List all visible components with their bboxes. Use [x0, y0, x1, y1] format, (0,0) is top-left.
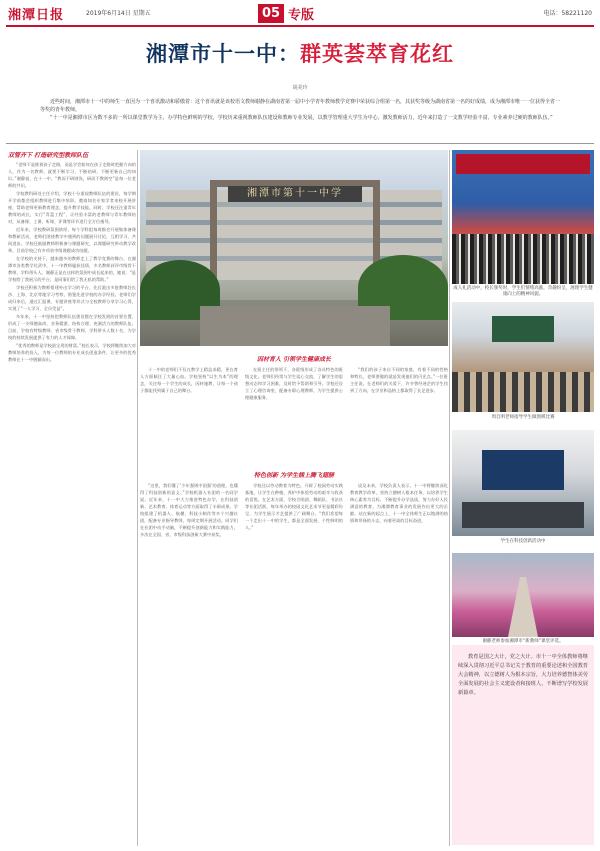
table: [462, 502, 584, 528]
masthead: [0, 0, 600, 26]
paragraph: 在班主任的带领下，各班级形成了各具特色的班级文化。老师们经常与学生谈心交流，了解学生的思想动态和学习困难，及时给予帮助和引导。学校还设立了心理咨询室，配备专职心理教师，为学生提供心理健康服务。: [245, 367, 343, 400]
desks: [452, 372, 594, 412]
paragraph: 学校还以劳动教育为特色，开辟了校园劳动实践基地，让学生在种植、养护中体验劳动的艰辛与收获的喜悦。在艺术方面，学校合唱团、舞蹈队、书法社等社团活跃，每年举办的校园文化艺术节更是精彩纷呈，为学生展示才艺提供了广阔舞台。“我们希望每一个走出十一中的学生，都是全面发展、个性鲜明的人。”: [245, 483, 343, 530]
photo-caption: 学生在科技创新活动中: [500, 539, 546, 544]
issue-date: 2019年6月14日 星期五: [86, 10, 151, 17]
headline-accent: 群英荟萃育花红: [300, 42, 454, 66]
article-column: [350, 482, 448, 846]
paragraph: 谈及未来，学校负责人表示，十一中将继续深化教育教学改革，坚持立德树人根本任务，以培养学生核心素养为目标，不断提升办学品质，努力办好人民满意的教育，为湘潭教育事业的发展作出更大的贡献。站在新的起点上，十一中全体师生正以饱满的热情和昂扬的斗志，向着更高的目标奋进。: [350, 483, 448, 523]
divider: [6, 143, 594, 144]
robot-activity-photo: [452, 430, 594, 536]
paragraph: 学校教科研处主任介绍，学校十分重视教师队伍的建设，每学期开学前都会组织教师进行集中培训，邀请知名专家学者来校开展讲座，帮助老师更新教育理念，提升教学技能。同时，学校还注重青年教师的成长，实行“青蓝工程”，让经验丰富的老教师与青年教师结对，从备课、上课、听课、评课等环节进行全方位指导。: [8, 191, 136, 224]
callout-text: 教育是国之大计，党之大计。市十一中全体教师将继续深入贯彻习近平总书记关于教育的重要论述和全国教育大会精神，以立德树人为根本宗旨，大力培养德智体美劳全面发展的社会主义建设者和接班人，不断谱写学校发展新篇章。: [458, 654, 588, 696]
paragraph: 近年来，学校教研氛围浓厚，每个学科组每周都会开展集体备课和教研活动，老师们围绕教学中遇到的问题展开讨论，互相学习，共同进步。学校还鼓励教师积极参与课题研究，以课题研究带动教学改革，目前学校已有多项省市级课题成功结题。: [8, 227, 136, 253]
gate-sign: 湘潭市第十一中学: [228, 186, 362, 202]
page-title: [0, 38, 600, 68]
article-column: [140, 482, 238, 846]
paragraph: “老师不是推着孩子走路，而是学会如何在孩子走路时把握方向的人，作为一名教师，就要不断学习，不断钻研，不断更新自己的知识。”谢静说，在十一中，“教而不研则浅，研而不教则空”是每一位老师的共识。: [8, 162, 136, 188]
article-column: [8, 161, 136, 847]
photo-caption: 成人礼活动中，校长颁奖时，学生们情绪高涨，奇趣纷呈，展现学生健康向上的精神风貌。: [453, 286, 593, 297]
paragraph: “我们的孩子来自不同的家庭，有着不同的性格和特长，老师要做的就是发现他们的闪光点。”一位班主任说。在老师们的关爱下，许多曾经迷茫的学生找到了方向，在学业和品格上都取得了长足进步。: [350, 367, 448, 393]
paragraph: 多年来，十一中坚持把教师队伍建设摆在学校发展的首要位置，形成了一支师德高尚、业务精湛、结构合理、充满活力的教师队伍。目前，学校有特级教师、省市级骨干教师、学科带头人数十名，为学校的持续发展提供了有力的人才保障。: [8, 314, 136, 340]
article-column: [140, 366, 238, 462]
divider: [449, 150, 450, 846]
article-column: [350, 366, 448, 462]
section-title-1: 双管齐下 打造研究型教师队伍: [8, 152, 89, 159]
page-number: 05: [258, 4, 284, 23]
headline-main: 湘潭市十一中：: [146, 42, 300, 66]
article-column: [245, 482, 343, 846]
lead-text: “十一中是湘潭市区为数不多的一所以课堂教学为主、办学特色鲜明的学校，学校历来重视教师队伍建设和教师专业发展，以教学管理重大学生为中心，激发教师活力，近年来打造了一支教学经验丰富、专业素养过硬的教师队伍。”: [50, 115, 553, 121]
campus-flowers-photo: [452, 553, 594, 637]
paragraph: “这里，我们懂了‘少年强则中国强’的道理，也懂得了科技创新的意义。”学校机器人社团的一名同学说。近年来，十一中大力推进特色办学，在科技创新、艺术教育、体育运动等方面取得了丰硕成果。学校组建了机器人、航模、科技小制作等多个兴趣社团，配备专业指导教师，每周定期开展活动。同学们在社团中动手动脑，不断提升创新能力和实践能力，多次在全国、省、市级科技创新大赛中获奖。: [140, 483, 238, 537]
screen: [482, 450, 564, 490]
lead-text: 近些时间，湘潭市十一中的师生一直因为一个喜讯激动和骄傲着：这个喜讯就是该校语文教师谢静在湖南省第一届中小学青年教师教学竞赛中荣获综合组第一名，其获奖等级为湖南省第一名的好成绩，成为湘潭市唯一一位获得全省一等奖的青年教师。: [40, 99, 561, 113]
section-title-2: 因材育人 引领学生健康成长: [256, 356, 332, 363]
photo-caption: 谢静老师参加湘潭市“新教师”课堂评选。: [482, 639, 564, 644]
school-gate-photo: [140, 150, 448, 346]
paragraph: 十一中的老师们不仅在教学上精益求精，更在育人方面倾注了大量心血。学校坚持“以生为本”的理念，关注每一个学生的成长，因材施教，让每一个孩子都能找到属于自己的舞台。: [140, 367, 238, 393]
paper-name: 湘潭日报: [8, 8, 65, 23]
road: [200, 306, 390, 346]
path: [508, 577, 538, 637]
blackboard: [492, 316, 554, 342]
callout-box: [452, 645, 594, 845]
byline: 胡美玲: [292, 85, 308, 91]
lead-paragraph: [40, 98, 560, 122]
phone-number: 电话：58221120: [543, 10, 592, 17]
masthead-rule: [6, 25, 594, 27]
classroom-photo: [452, 302, 594, 412]
paragraph: 学校还积极为教师搭建外出学习的平台，先后派出多批教师赴长沙、上海、北京等地学习考察，借鉴先进学校的办学经验。老师们学成归来后，通过汇报课、专题讲座等形式与全校教师分享学习心得，实现了“一人学习，全员受益”。: [8, 285, 136, 311]
photo-caption: 周自明老师指导学生做围棋比赛: [491, 415, 555, 420]
divider: [137, 150, 138, 846]
crowd: [452, 234, 594, 284]
paragraph: “优秀的教师是学校最宝贵的财富。”校长表示，学校将继续加大对教师培养的投入，为每一位教师的专业成长创造条件，让更多的优秀教师在十一中脱颖而出。: [8, 343, 136, 362]
paragraph: 在学校的支持下，越来越多的教师走上了教学竞赛的舞台。在湘潭市各类教学比武中，十一中教师屡获佳绩，多名教师获评市级骨干教师、学科带头人。谢静正是在这样的氛围中成长起来的，她说：“是学校给了我展示的平台，是同事们给了我无私的帮助。”: [8, 256, 136, 282]
ceremony-photo: [452, 150, 594, 284]
section-title-3: 特色创新 为学生插上腾飞翅膀: [253, 472, 335, 479]
section-name: 专版: [288, 8, 315, 23]
article-column: [245, 366, 343, 462]
banner: [456, 154, 590, 174]
